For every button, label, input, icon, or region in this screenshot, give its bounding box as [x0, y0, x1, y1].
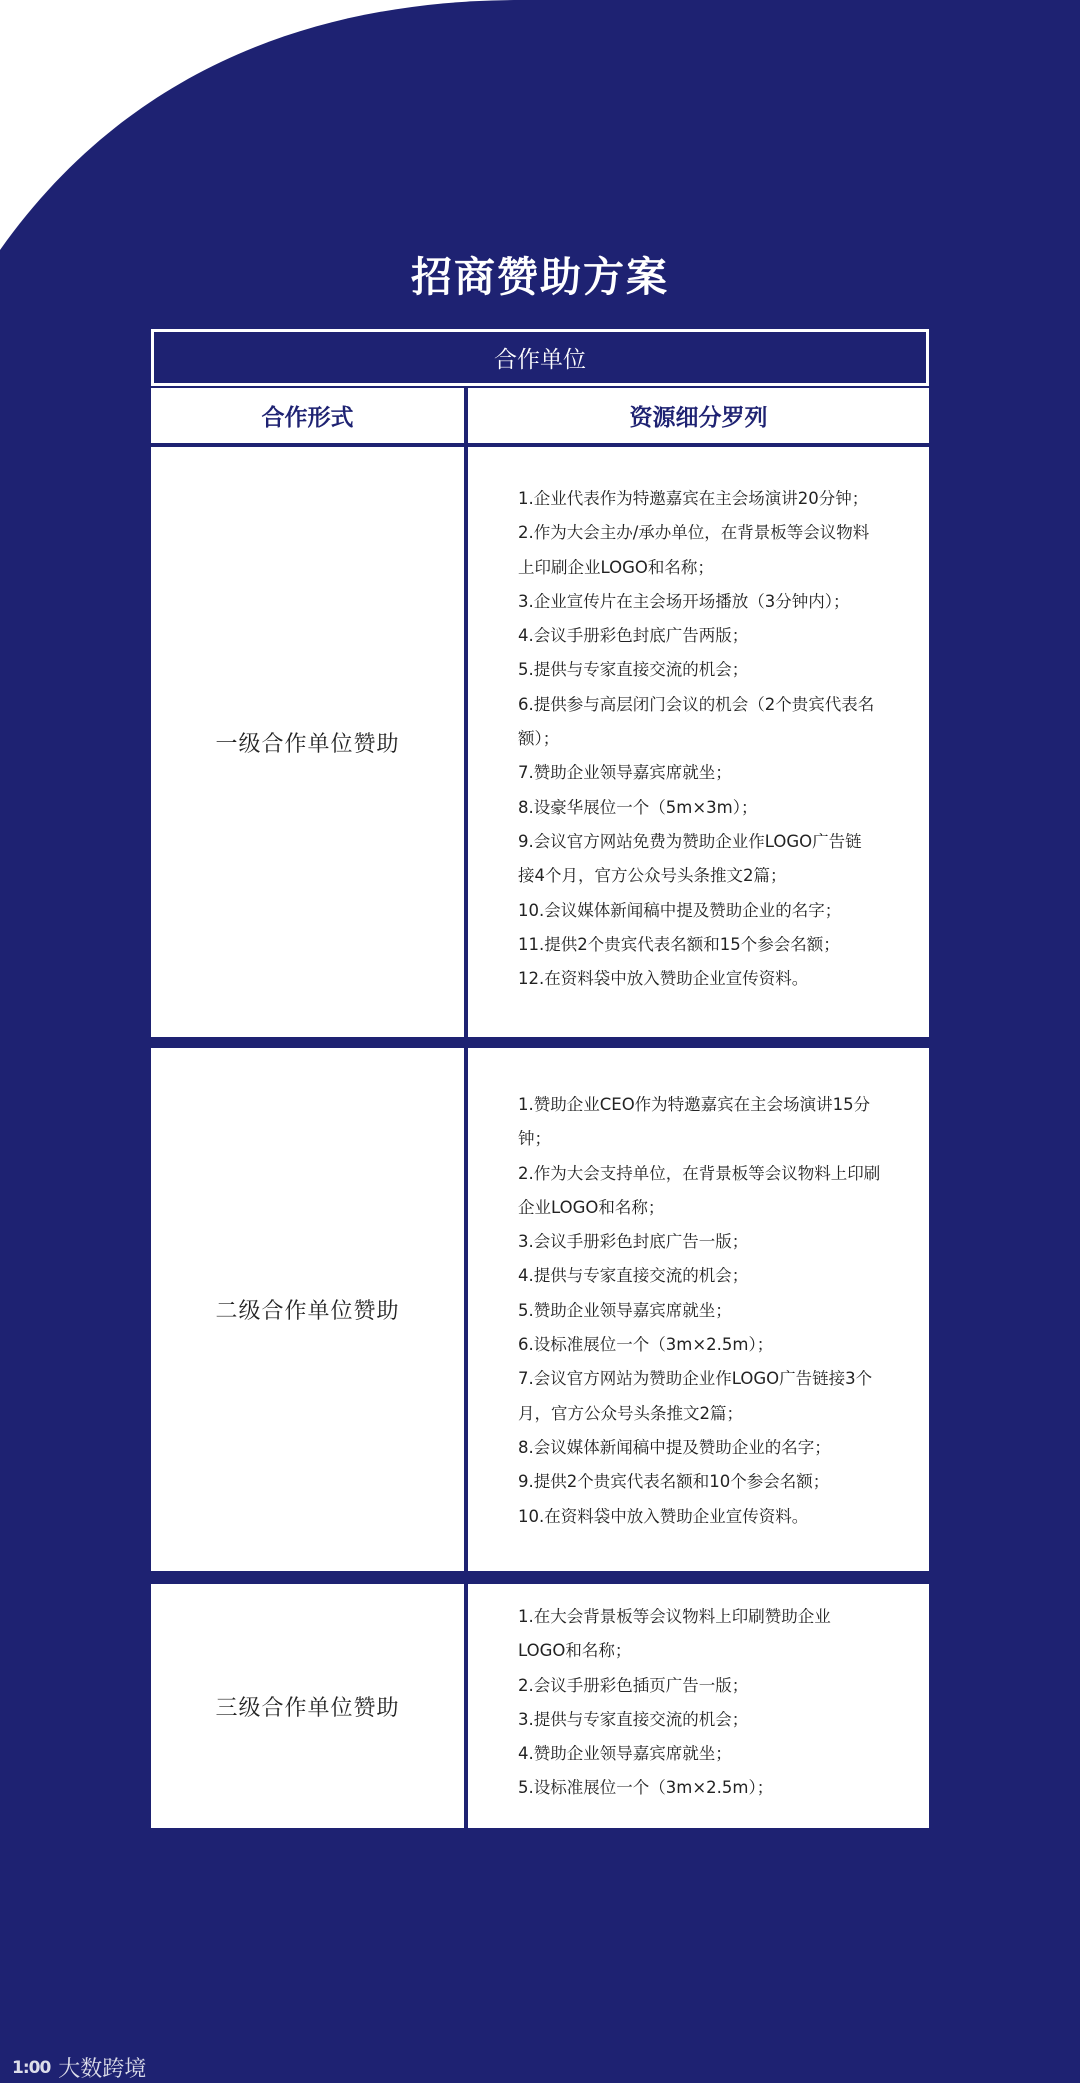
list-item: 6.设标准展位一个（3m×2.5m）；: [518, 1335, 774, 1355]
list-item: 7.赞助企业领导嘉宾席就坐；: [518, 763, 732, 783]
list-item: 4.会议手册彩色封底广告两版；: [518, 626, 749, 646]
column-divider: [464, 1048, 468, 1571]
list-item: 5.提供与专家直接交流的机会；: [518, 660, 749, 680]
list-item: 2.作为大会支持单位，在背景板等会议物料上印刷: [518, 1163, 881, 1183]
list-item: 8.设豪华展位一个（5m×3m）；: [518, 797, 758, 817]
list-item: 月，官方公众号头条推文2篇；: [518, 1403, 743, 1423]
list-item: 1.赞助企业CEO作为特邀嘉宾在主会场演讲15分: [518, 1095, 871, 1114]
list-item: 10.在资料袋中放入赞助企业宣传资料。: [518, 1506, 809, 1526]
list-item: 11.提供2个贵宾代表名额和15个参会名额；: [518, 934, 840, 954]
list-item: 12.在资料袋中放入赞助企业宣传资料。: [518, 969, 809, 989]
list-item: 3.提供与专家直接交流的机会；: [518, 1709, 749, 1729]
column-header-resources-label: 资源细分罗列: [629, 405, 768, 431]
page-title: 招商赞助方案: [411, 253, 669, 301]
watermark-logo-icon: 1:00: [12, 2057, 51, 2078]
tier-resource-list: [518, 482, 881, 996]
list-item: 4.提供与专家直接交流的机会；: [518, 1266, 749, 1286]
list-item: 2.会议手册彩色插页广告一版；: [518, 1675, 749, 1695]
list-item: 1.企业代表作为特邀嘉宾在主会场演讲20分钟；: [518, 489, 869, 508]
list-item: 4.赞助企业领导嘉宾席就坐；: [518, 1744, 732, 1764]
list-item: LOGO和名称；: [518, 1641, 632, 1661]
list-item: 7.会议官方网站为赞助企业作LOGO广告链接3个: [518, 1369, 873, 1389]
tier-row-level-2: [151, 1048, 929, 1571]
list-item: 9.会议官方网站免费为赞助企业作LOGO广告链: [518, 831, 862, 851]
list-item: 钟；: [518, 1129, 551, 1149]
watermark-text: 大数跨境: [58, 2057, 147, 2082]
list-item: 企业LOGO和名称；: [518, 1197, 665, 1217]
tier-name: 一级合作单位赞助: [215, 731, 400, 757]
list-item: 10.会议媒体新闻稿中提及赞助企业的名字；: [518, 900, 842, 920]
column-header-form-label: 合作形式: [261, 405, 354, 431]
list-item: 3.企业宣传片在主会场开场播放（3分钟内）；: [518, 591, 850, 611]
column-divider: [464, 447, 468, 1037]
list-item: 6.提供参与高层闭门会议的机会（2个贵宾代表名: [518, 694, 875, 714]
tier-name: 二级合作单位赞助: [215, 1299, 400, 1324]
list-item: 额）；: [518, 729, 560, 749]
tier-name: 三级合作单位赞助: [215, 1695, 400, 1721]
list-item: 3.会议手册彩色封底广告一版；: [518, 1232, 749, 1252]
table-header-partner-unit: [151, 329, 929, 386]
list-item: 5.设标准展位一个（3m×2.5m）；: [518, 1778, 774, 1798]
list-item: 8.会议媒体新闻稿中提及赞助企业的名字；: [518, 1437, 831, 1457]
column-header-resources: [468, 388, 929, 443]
list-item: 9.提供2个贵宾代表名额和10个参会名额；: [518, 1472, 830, 1492]
column-header-form: [151, 388, 464, 443]
tier-resource-list: [518, 1088, 881, 1534]
list-item: 1.在大会背景板等会议物料上印刷赞助企业: [518, 1607, 831, 1626]
list-item: 上印刷企业LOGO和名称；: [518, 557, 714, 577]
tier-resource-list: [518, 1600, 881, 1806]
list-item: 5.赞助企业领导嘉宾席就坐；: [518, 1300, 732, 1320]
list-item: 接4个月，官方公众号头条推文2篇；: [518, 866, 787, 886]
tier-row-level-1: [151, 447, 929, 1037]
list-item: 2.作为大会主办/承办单位，在背景板等会议物料: [518, 523, 870, 543]
tier-row-level-3: [151, 1584, 929, 1828]
table-header-label: 合作单位: [494, 347, 586, 373]
column-divider: [464, 1584, 468, 1828]
watermark: [12, 2052, 146, 2083]
